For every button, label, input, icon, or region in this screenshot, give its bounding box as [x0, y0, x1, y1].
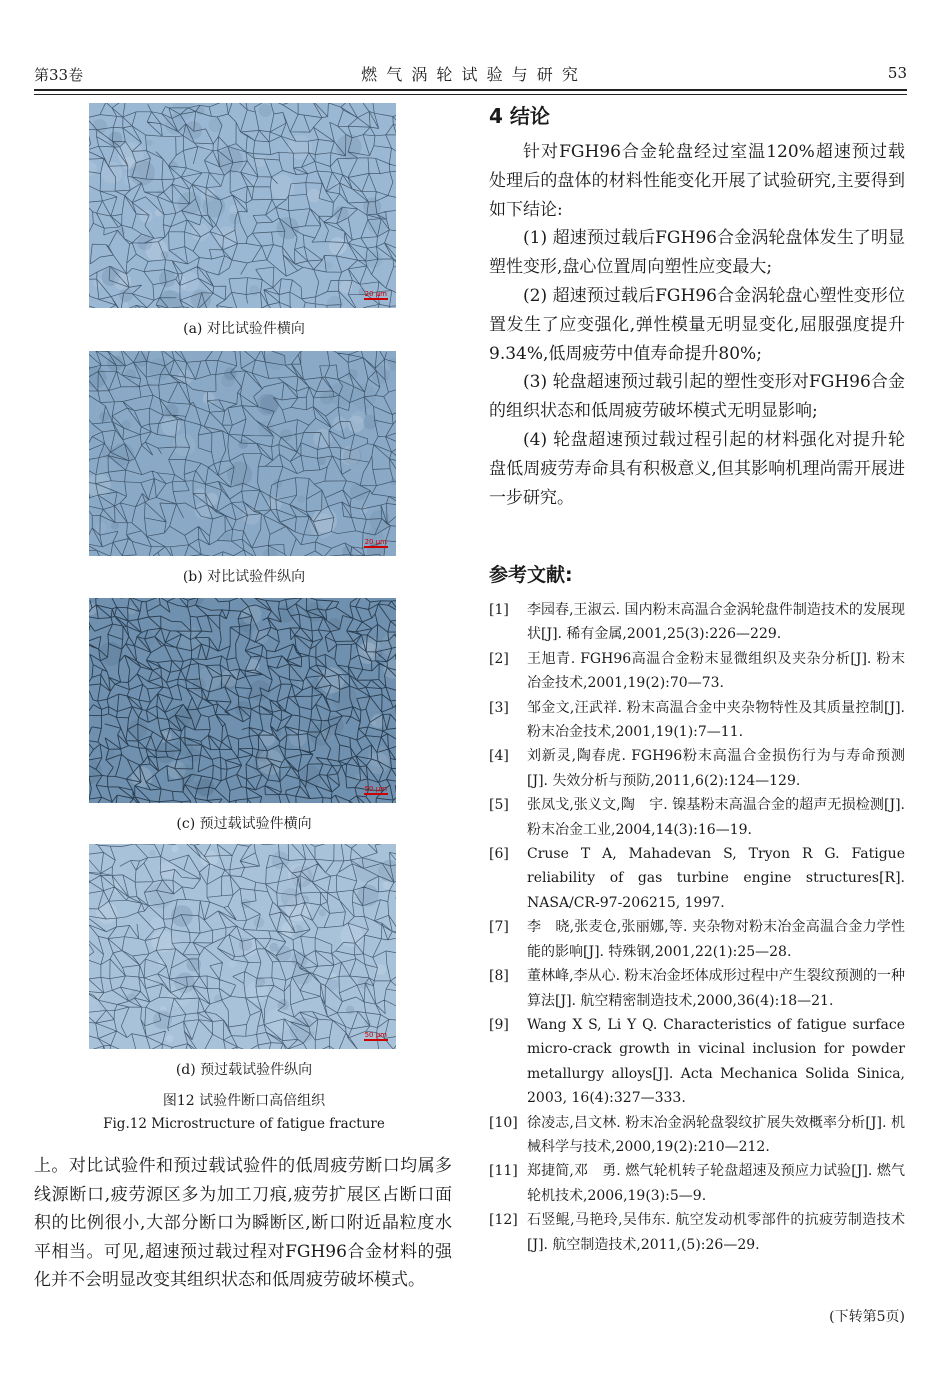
reference-text: Cruse T A, Mahadevan S, Tryon R G. Fatigue reliability of gas turbine engine structures[R]. NASA/CR-97-206215, 1997. [527, 846, 905, 911]
reference-number: [9] [489, 1016, 509, 1033]
reference-number: [5] [489, 797, 509, 814]
micrograph-a [89, 103, 396, 308]
reference-item [489, 598, 905, 647]
micrograph-c-image [89, 598, 396, 803]
reference-text: 刘新灵,陶春虎. FGH96粉末高温合金损伤行为与寿命预测[J]. 失效分析与预防,2011,6(2):124—129. [527, 748, 905, 789]
conclusion-item-1: (1) 超速预过载后FGH96合金涡轮盘体发生了明显塑性变形,盘心位置周向塑性应变最大; [489, 228, 905, 278]
caption-a: (a) 对比试验件横向 [183, 321, 305, 337]
reference-number: [12] [489, 1212, 518, 1229]
volume-label: 第33卷 [34, 66, 84, 84]
scale-bar-b: 20 μm [364, 538, 387, 546]
micrograph-b-image [89, 351, 396, 556]
micrograph-a-image [89, 103, 396, 308]
reference-text: 郑捷简,邓 勇. 燃气轮机转子轮盘超速及预应力试验[J]. 燃气轮机技术,2006,19(3):5—9. [527, 1163, 905, 1204]
section-heading: 4 结论 [489, 104, 550, 128]
conclusion-item-3: (3) 轮盘超速预过载引起的塑性变形对FGH96合金的组织状态和低周疲劳破坏模式无明显影响; [489, 372, 905, 422]
conclusion-item-4: (4) 轮盘超速预过载过程引起的材料强化对提升轮盘低周疲劳寿命具有积极意义,但其影响机理尚需开展进一步研究。 [489, 429, 905, 508]
reference-number: [3] [489, 699, 509, 716]
reference-text: 董林峰,李从心. 粉末冶金坯体成形过程中产生裂纹预测的一种算法[J]. 航空精密制造技术,2000,36(4):18—21. [527, 968, 905, 1009]
running-header [34, 62, 907, 90]
reference-number: [11] [489, 1163, 518, 1180]
continued-note: (下转第5页) [829, 1309, 905, 1325]
caption-d: (d) 预过载试验件纵向 [175, 1062, 313, 1078]
reference-item [489, 964, 905, 1013]
reference-item [489, 842, 905, 915]
figure-title-zh: 图12 试验件断口高倍组织 [162, 1093, 326, 1109]
reference-number: [7] [489, 919, 509, 936]
reference-item [489, 1208, 905, 1257]
reference-text: Wang X S, Li Y Q. Characteristics of fatigue surface micro-crack growth in vicinal inclusion for powder metallurgy alloys[J]. Acta Mechanica Solida Sinica, 2003, 16(4):327—333. [527, 1016, 905, 1107]
reference-number: [2] [489, 650, 509, 667]
reference-text: 石竖鲲,马艳玲,吴伟东. 航空发动机零部件的抗疲劳制造技术[J]. 航空制造技术,2011,(5):26—29. [527, 1212, 905, 1253]
header-rule-thick [34, 89, 907, 91]
caption-b: (b) 对比试验件纵向 [182, 569, 306, 585]
micrograph-d-image [89, 844, 396, 1049]
scale-bar-c: 50 μm [364, 785, 387, 793]
reference-list [489, 598, 905, 1257]
reference-text: 张凤戈,张义文,陶 宇. 镍基粉末高温合金的超声无损检测[J]. 粉末冶金工业,2004,14(3):16—19. [527, 797, 905, 838]
reference-number: [10] [489, 1114, 518, 1131]
reference-item [489, 744, 905, 793]
reference-item [489, 696, 905, 745]
scale-bar-a: 20 μm [364, 290, 387, 298]
conclusion-intro: 针对FGH96合金轮盘经过室温120%超速预过载处理后的盘体的材料性能变化开展了试验研究,主要得到如下结论: [489, 142, 905, 220]
reference-number: [1] [489, 602, 509, 618]
journal-title: 燃 气 涡 轮 试 验 与 研 究 [361, 65, 580, 84]
micrograph-d [89, 844, 396, 1049]
reference-item [489, 647, 905, 696]
reference-text: 徐凌志,吕文林. 粉末冶金涡轮盘裂纹扩展失效概率分析[J]. 机械科学与技术,2000,19(2):210—212. [527, 1114, 905, 1155]
reference-text: 王旭青. FGH96高温合金粉末显微组织及夹杂分析[J]. 粉末冶金技术,2001,19(2):70—73. [527, 650, 905, 692]
reference-text: 邹金文,汪武祥. 粉末高温合金中夹杂物特性及其质量控制[J]. 粉末冶金技术,2001,19(1):7—11. [527, 699, 905, 741]
reference-item [489, 793, 905, 842]
conclusion-item-2: (2) 超速预过载后FGH96合金涡轮盘心塑性变形位置发生了应变强化,弹性模量无明显变化,屈服强度提升9.34%,低周疲劳中值寿命提升80%; [489, 285, 905, 364]
reference-item [489, 1111, 905, 1160]
header-rule-thin [34, 94, 907, 95]
conclusion-body [489, 138, 905, 512]
page-number: 53 [887, 64, 907, 82]
reference-text: 李园春,王淑云. 国内粉末高温合金涡轮盘件制造技术的发展现状[J]. 稀有金属,2001,25(3):226—229. [527, 602, 905, 643]
reference-number: [8] [489, 968, 509, 985]
caption-c: (c) 预过载试验件横向 [176, 816, 312, 832]
reference-number: [6] [489, 846, 509, 863]
references-heading: 参考文献: [489, 564, 573, 586]
scale-bar-d: 50 μm [364, 1031, 387, 1039]
reference-text: 李 晓,张麦仓,张丽娜,等. 夹杂物对粉末冶金高温合金力学性能的影响[J]. 特殊钢,2001,22(1):25—28. [527, 919, 905, 960]
reference-item [489, 1159, 905, 1208]
reference-item [489, 915, 905, 964]
left-body-paragraph: 上。对比试验件和预过载试验件的低周疲劳断口均属多线源断口,疲劳源区多为加工刀痕,疲劳扩展区占断口面积的比例很小,大部分断口为瞬断区,断口附近晶粒度水平相当。可见,超速预过载过程对FGH96合金材料的强化并不会明显改变其组织状态和低周疲劳破坏模式。 [34, 1156, 452, 1290]
reference-number: [4] [489, 748, 509, 765]
micrograph-c [89, 598, 396, 803]
micrograph-b [89, 351, 396, 556]
reference-item [489, 1013, 905, 1111]
figure-title-en: Fig.12 Microstructure of fatigue fracture [103, 1116, 385, 1132]
